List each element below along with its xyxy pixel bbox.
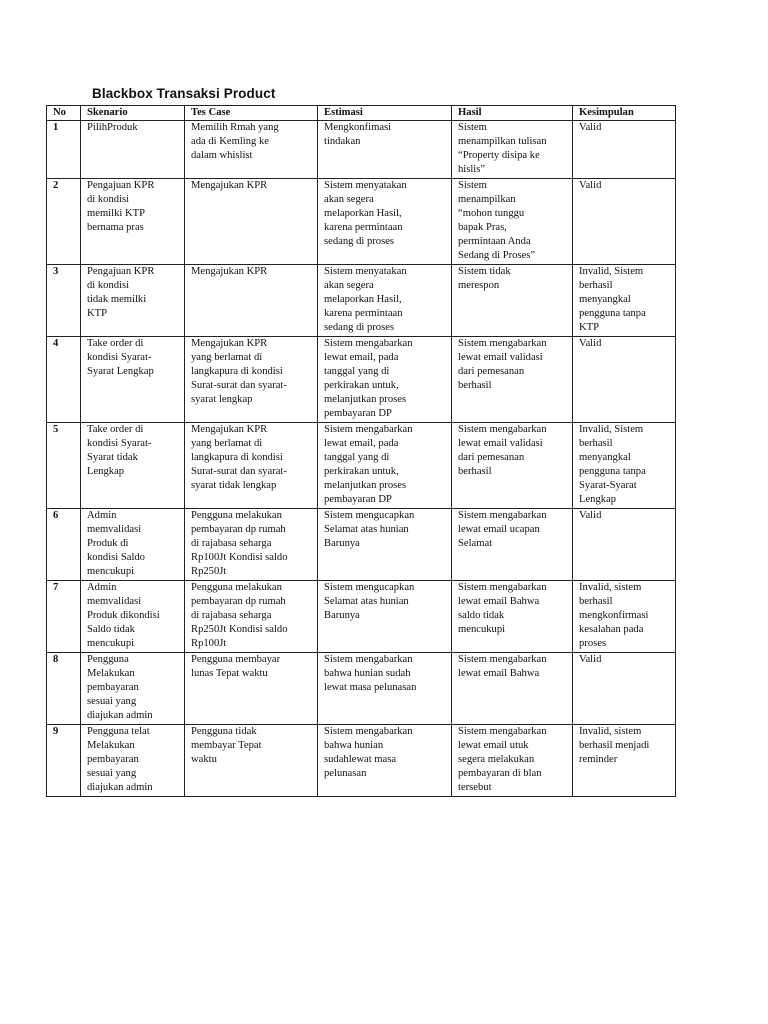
- cell-kesimpulan: [573, 653, 676, 725]
- cell-text: Mengajukan KPR: [191, 266, 268, 277]
- cell-skenario: [81, 725, 185, 797]
- cell-text: 4: [53, 338, 59, 349]
- table-row: [47, 121, 676, 179]
- cell-text: 7: [53, 582, 59, 593]
- cell-estimasi: [318, 121, 452, 179]
- cell-hasil: [452, 509, 573, 581]
- cell-estimasi: [318, 509, 452, 581]
- cell-text: Sistem mengabarkan lewat email validasi dari pemesanan berhasil: [458, 338, 547, 391]
- cell-text: Valid: [579, 180, 602, 191]
- cell-tes-case: [185, 725, 318, 797]
- cell-estimasi: [318, 337, 452, 423]
- cell-skenario: [81, 337, 185, 423]
- cell-tes-case: [185, 121, 318, 179]
- cell-text: Valid: [579, 654, 602, 665]
- cell-text: 1: [53, 122, 59, 133]
- cell-skenario: [81, 265, 185, 337]
- cell-text: Sistem menyatakan akan segera melaporkan Hasil, karena permintaan sedang di proses: [324, 180, 407, 247]
- cell-text: Pengguna membayar lunas Tepat waktu: [191, 654, 281, 679]
- header-estimasi: Estimasi: [318, 106, 452, 121]
- cell-hasil: [452, 653, 573, 725]
- cell-text: Sistem menampilkan “mohon tunggu bapak Pras, permintaan Anda Sedang di Proses”: [458, 180, 536, 261]
- cell-text: Memilih Rmah yang ada di Kemling ke dalam whislist: [191, 122, 279, 161]
- cell-kesimpulan: [573, 423, 676, 509]
- cell-text: 3: [53, 266, 59, 277]
- cell-text: Valid: [579, 122, 602, 133]
- cell-text: Take order di kondisi Syarat- Syarat Lengkap: [87, 338, 154, 377]
- cell-text: 5: [53, 424, 59, 435]
- table-row: [47, 509, 676, 581]
- cell-skenario: [81, 179, 185, 265]
- cell-skenario: [81, 653, 185, 725]
- cell-tes-case: [185, 581, 318, 653]
- cell-tes-case: [185, 337, 318, 423]
- cell-text: Mengajukan KPR: [191, 180, 268, 191]
- cell-text: Sistem mengabarkan bahwa hunian sudahlewat masa pelunasan: [324, 726, 413, 779]
- cell-no: [47, 265, 81, 337]
- table-row: [47, 337, 676, 423]
- cell-text: Pengajuan KPR di kondisi tidak memilki KTP: [87, 266, 155, 319]
- cell-estimasi: [318, 265, 452, 337]
- cell-tes-case: [185, 423, 318, 509]
- cell-text: Pengguna Melakukan pembayaran sesuai yang diajukan admin: [87, 654, 153, 721]
- cell-tes-case: [185, 509, 318, 581]
- table-header-row: [47, 106, 676, 121]
- cell-text: Invalid, sistem berhasil menjadi reminder: [579, 726, 650, 765]
- cell-hasil: [452, 423, 573, 509]
- cell-text: Admin memvalidasi Produk dikondisi Saldo tidak mencukupi: [87, 582, 160, 649]
- cell-skenario: [81, 509, 185, 581]
- cell-text: Pengguna tidak membayar Tepat waktu: [191, 726, 262, 765]
- cell-hasil: [452, 265, 573, 337]
- cell-no: [47, 653, 81, 725]
- cell-text: Invalid, Sistem berhasil menyangkal pengguna tanpa Syarat-Syarat Lengkap: [579, 424, 646, 505]
- cell-text: Sistem mengabarkan lewat email, pada tanggal yang di perkirakan untuk, melanjutkan proses pembayaran DP: [324, 338, 413, 419]
- cell-text: Sistem mengabarkan lewat email ucapan Selamat: [458, 510, 547, 549]
- cell-text: Mengajukan KPR yang berlamat di langkapura di kondisi Surat-surat dan syarat- syarat lengkap: [191, 338, 287, 405]
- cell-no: [47, 725, 81, 797]
- cell-hasil: [452, 179, 573, 265]
- document-title: Blackbox Transaksi Product: [92, 86, 276, 101]
- cell-estimasi: [318, 423, 452, 509]
- cell-text: Pengguna melakukan pembayaran dp rumah di rajabasa seharga Rp250Jt Kondisi saldo Rp100Jt: [191, 582, 288, 649]
- cell-text: 2: [53, 180, 59, 191]
- cell-text: Sistem mengabarkan lewat email validasi dari pemesanan berhasil: [458, 424, 547, 477]
- cell-estimasi: [318, 653, 452, 725]
- cell-skenario: [81, 581, 185, 653]
- cell-text: Valid: [579, 510, 602, 521]
- cell-text: Sistem mengabarkan lewat email Bahwa saldo tidak mencukupi: [458, 582, 547, 635]
- cell-text: Pengajuan KPR di kondisi memilki KTP bernama pras: [87, 180, 155, 233]
- cell-text: Sistem mengucapkan Selamat atas hunian Barunya: [324, 510, 415, 549]
- cell-tes-case: [185, 179, 318, 265]
- table-row: [47, 653, 676, 725]
- cell-skenario: [81, 121, 185, 179]
- cell-text: Pengguna melakukan pembayaran dp rumah di rajabasa seharga Rp100Jt Kondisi saldo Rp250Jt: [191, 510, 288, 577]
- table-row: [47, 423, 676, 509]
- cell-no: [47, 581, 81, 653]
- cell-text: 9: [53, 726, 59, 737]
- cell-text: Invalid, Sistem berhasil menyangkal pengguna tanpa KTP: [579, 266, 646, 333]
- header-no: No: [47, 106, 81, 121]
- cell-text: Sistem mengabarkan lewat email Bahwa: [458, 654, 547, 679]
- cell-text: Invalid, sistem berhasil mengkonfirmasi kesalahan pada proses: [579, 582, 649, 649]
- cell-estimasi: [318, 179, 452, 265]
- header-skenario: Skenario: [81, 106, 185, 121]
- cell-text: Sistem mengabarkan lewat email, pada tanggal yang di perkirakan untuk, melanjutkan proses pembayaran DP: [324, 424, 413, 505]
- cell-hasil: [452, 337, 573, 423]
- cell-no: [47, 509, 81, 581]
- cell-text: Sistem mengabarkan lewat email utuk segera melakukan pembayaran di blan tersebut: [458, 726, 547, 793]
- cell-hasil: [452, 725, 573, 797]
- cell-estimasi: [318, 725, 452, 797]
- blackbox-test-table: [46, 105, 676, 797]
- cell-no: [47, 337, 81, 423]
- cell-kesimpulan: [573, 509, 676, 581]
- table-row: [47, 179, 676, 265]
- cell-text: Mengajukan KPR yang berlamat di langkapura di kondisi Surat-surat dan syarat- syarat tidak lengkap: [191, 424, 287, 491]
- cell-text: Admin memvalidasi Produk di kondisi Saldo mencukupi: [87, 510, 145, 577]
- header-kesimpulan: Kesimpulan: [573, 106, 676, 121]
- cell-text: PilihProduk: [87, 122, 138, 133]
- cell-kesimpulan: [573, 121, 676, 179]
- cell-no: [47, 423, 81, 509]
- cell-kesimpulan: [573, 337, 676, 423]
- cell-text: Sistem mengucapkan Selamat atas hunian Barunya: [324, 582, 415, 621]
- table-row: [47, 725, 676, 797]
- cell-tes-case: [185, 265, 318, 337]
- cell-estimasi: [318, 581, 452, 653]
- cell-text: Valid: [579, 338, 602, 349]
- cell-no: [47, 121, 81, 179]
- cell-no: [47, 179, 81, 265]
- cell-text: Sistem mengabarkan bahwa hunian sudah lewat masa pelunasan: [324, 654, 417, 693]
- table-row: [47, 265, 676, 337]
- cell-hasil: [452, 121, 573, 179]
- header-hasil: Hasil: [452, 106, 573, 121]
- cell-kesimpulan: [573, 265, 676, 337]
- cell-text: Mengkonfimasi tindakan: [324, 122, 392, 147]
- cell-text: Sistem menampilkan tulisan “Property disipa ke hislis”: [458, 122, 547, 175]
- header-tes-case: Tes Case: [185, 106, 318, 121]
- cell-hasil: [452, 581, 573, 653]
- cell-text: Sistem menyatakan akan segera melaporkan Hasil, karena permintaan sedang di proses: [324, 266, 407, 333]
- table-row: [47, 581, 676, 653]
- cell-tes-case: [185, 653, 318, 725]
- cell-kesimpulan: [573, 581, 676, 653]
- cell-text: 8: [53, 654, 59, 665]
- cell-text: Pengguna telat Melakukan pembayaran sesuai yang diajukan admin: [87, 726, 153, 793]
- cell-kesimpulan: [573, 725, 676, 797]
- cell-kesimpulan: [573, 179, 676, 265]
- cell-text: Sistem tidak merespon: [458, 266, 511, 291]
- cell-text: Take order di kondisi Syarat- Syarat tidak Lengkap: [87, 424, 152, 477]
- cell-skenario: [81, 423, 185, 509]
- cell-text: 6: [53, 510, 59, 521]
